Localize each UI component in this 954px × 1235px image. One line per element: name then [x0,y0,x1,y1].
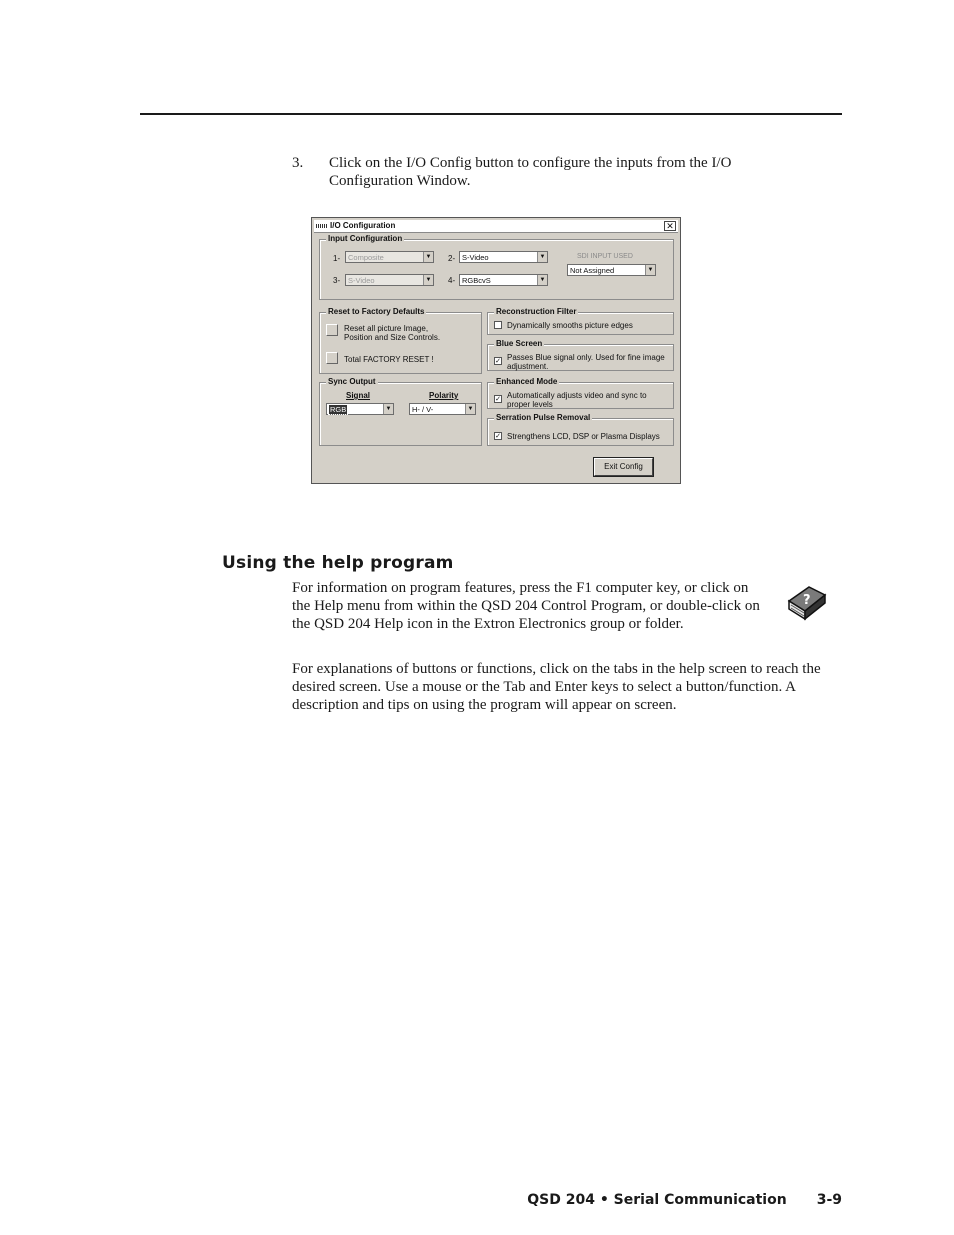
reset-title: Reset to Factory Defaults [328,307,425,316]
help-book-icon [785,583,829,623]
sync-output-group [319,377,482,446]
input-1-label: 1- [333,254,341,263]
step-text: Click on the I/O Config button to configure the inputs from the I/O Configuration Window. [329,155,732,189]
input-2-label: 2- [448,254,456,263]
dialog-titlebar [314,220,678,233]
enhanced-mode-group [487,377,674,409]
reconstruction-title: Reconstruction Filter [496,307,577,316]
reconstruction-checkbox[interactable] [494,321,502,329]
enhanced-mode-checkbox[interactable]: ✓ [495,396,501,403]
exit-config-button[interactable]: Exit Config [594,458,653,476]
polarity-select[interactable] [409,403,476,415]
blue-screen-checkbox[interactable]: ✓ [495,358,501,365]
io-config-dialog [311,217,681,484]
blue-screen-title: Blue Screen [496,339,543,348]
close-icon[interactable]: ✕ [664,221,676,231]
input-3-select[interactable] [345,274,434,286]
sdi-input-select[interactable] [567,264,656,276]
sdi-input-value: Not Assigned [570,266,615,275]
polarity-label: Polarity [429,391,459,400]
reconstruction-group [487,307,674,335]
input-4-select[interactable] [459,274,548,286]
chevron-down-icon[interactable]: ▼ [645,265,655,275]
chevron-down-icon[interactable]: ▼ [465,404,475,414]
enhanced-mode-title: Enhanced Mode [496,377,558,386]
input-4-value: RGBcvS [462,276,491,285]
blue-screen-group [487,339,674,371]
serration-title: Serration Pulse Removal [496,413,591,422]
page-footer [527,1192,842,1208]
polarity-value: H- / V- [412,405,434,414]
chevron-down-icon[interactable]: ▼ [423,275,433,285]
section-heading: Using the help program [222,553,454,573]
header-rule [140,113,842,115]
help-paragraph-2: For explanations of buttons or functions, click on the tabs in the help screen to reach the desired screen. Use a mouse or the Tab and Enter keys to select a button/function. A description and tips on using the program will appear on screen. [292,661,821,713]
input-2-value: S-Video [462,253,489,262]
factory-reset-label: Total FACTORY RESET ! [344,355,434,364]
serration-group [487,413,674,446]
reconstruction-text: Dynamically smooths picture edges [507,321,633,330]
signal-select[interactable] [326,403,394,415]
signal-label: Signal [346,391,371,400]
reset-picture-label: Reset all picture Image, Position and Size Controls. [344,324,441,342]
input-3-label: 3- [333,276,341,285]
signal-value: RGB [330,405,347,414]
serration-text: Strengthens LCD, DSP or Plasma Displays [507,432,660,441]
blue-screen-text: Passes Blue signal only. Used for fine image adjustment. [507,353,665,371]
input-2-select[interactable] [459,251,548,263]
input-4-label: 4- [448,276,456,285]
input-1-value: Composite [348,253,384,262]
enhanced-mode-text: Automatically adjusts video and sync to proper levels [507,391,647,409]
page-number: 3-9 [816,1192,842,1208]
reset-picture-button[interactable] [326,324,338,336]
help-question-mark: ? [803,593,811,608]
sdi-input-label: SDI INPUT USED [577,253,633,260]
factory-reset-button[interactable] [326,352,338,364]
help-paragraph-1: For information on program features, press the F1 computer key, or click on the Help menu from within the QSD 204 Control Program, or double-click on the QSD 204 Help icon in the Extron Electronics group or folder. [292,580,760,632]
sync-output-title: Sync Output [328,377,376,386]
window-menu-icon[interactable] [316,224,328,228]
reset-group [319,307,482,374]
input-config-group [319,234,674,300]
input-config-title: Input Configuration [328,234,403,243]
chevron-down-icon[interactable]: ▼ [383,404,393,414]
input-1-select[interactable] [345,251,434,263]
chevron-down-icon[interactable]: ▼ [423,252,433,262]
step-number: 3. [292,155,304,171]
chevron-down-icon[interactable]: ▼ [537,252,547,262]
footer-title: QSD 204 • Serial Communication [527,1192,787,1208]
dialog-title: I/O Configuration [330,221,396,230]
chevron-down-icon[interactable]: ▼ [537,275,547,285]
input-3-value: S-Video [348,276,375,285]
serration-checkbox[interactable]: ✓ [495,433,501,440]
